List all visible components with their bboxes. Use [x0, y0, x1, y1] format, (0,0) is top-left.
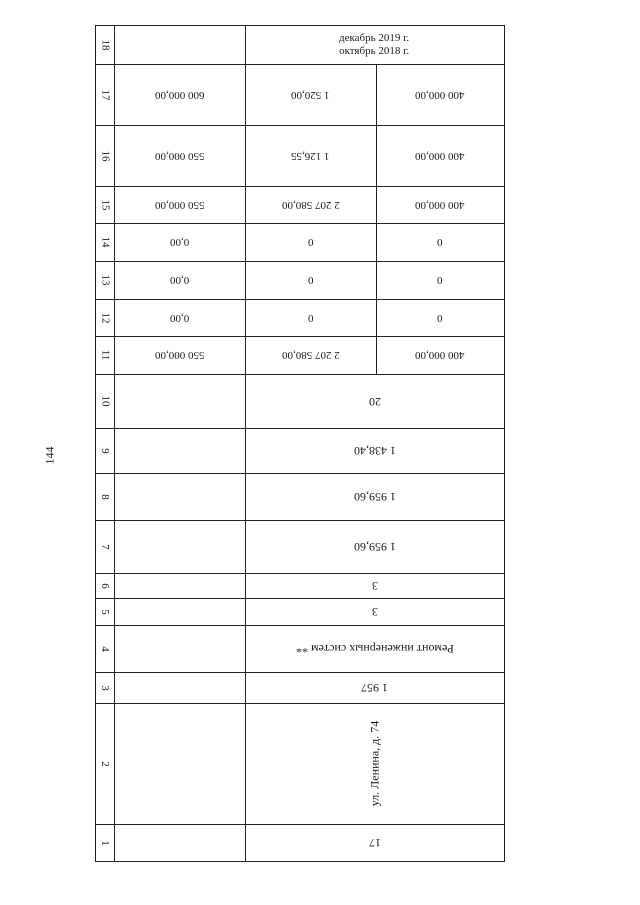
value-cell: 0,00 — [169, 311, 190, 324]
value-cell: 2 207 580,00 — [281, 198, 340, 211]
value-cell: 400 000,00 — [415, 149, 465, 162]
value-cell: 1 959,60 — [353, 490, 396, 504]
value-cell: 550 000,00 — [154, 198, 205, 211]
value-cell: 0 — [437, 236, 443, 248]
column-number: 12 — [99, 312, 111, 323]
page-number: 144 — [42, 446, 57, 464]
value-cell: 2 207 580,00 — [281, 349, 340, 361]
value-cell: 0 — [437, 311, 443, 324]
value-cell: 1 126,55 — [291, 149, 330, 162]
value-cell: 550 000,00 — [154, 349, 205, 361]
value-cell: 400 000,00 — [415, 198, 465, 211]
data-table — [95, 25, 505, 862]
column-number: 7 — [99, 543, 111, 550]
value-cell: 400 000,00 — [415, 349, 465, 361]
column-number: 16 — [99, 150, 111, 161]
value-cell: 550 000,00 — [154, 149, 205, 162]
period-cell: октябрь 2018 г. декабрь 2019 г. — [339, 32, 410, 57]
value-cell: 20 — [368, 394, 381, 409]
column-number: 8 — [99, 493, 111, 500]
value-cell: 0 — [307, 274, 314, 286]
value-cell: 600 000,00 — [154, 88, 205, 101]
column-number: 9 — [99, 447, 111, 454]
column-number: 14 — [99, 236, 111, 248]
value-cell: 1 520,00 — [291, 88, 330, 101]
column-number: 5 — [99, 608, 111, 615]
value-cell: 1 438,40 — [353, 444, 396, 458]
value-cell: 1 959,60 — [353, 540, 396, 554]
column-number: 13 — [99, 274, 111, 286]
value-cell: 0 — [437, 274, 443, 286]
column-number: 2 — [99, 760, 111, 767]
work-type-cell: Ремонт инженерных систем ** — [295, 642, 454, 656]
value-cell: 3 — [371, 579, 378, 593]
value-cell: 0,00 — [169, 274, 190, 286]
column-number: 11 — [99, 349, 111, 361]
value-cell: 17 — [368, 836, 381, 850]
column-number: 6 — [99, 582, 111, 589]
value-cell: 0,00 — [169, 236, 190, 248]
column-number: 17 — [99, 89, 111, 100]
column-number: 3 — [99, 684, 111, 691]
value-cell: 3 — [371, 605, 378, 619]
column-number: 18 — [99, 39, 111, 51]
column-number: 10 — [99, 395, 111, 407]
value-cell: 0 — [307, 311, 314, 324]
value-cell: 400 000,00 — [415, 88, 465, 101]
column-number: 1 — [99, 839, 111, 846]
column-number: 15 — [99, 199, 111, 210]
address-cell: ул. Ленина, д. 74 — [366, 720, 381, 807]
value-cell: 1 957 — [361, 681, 388, 695]
column-number: 4 — [99, 645, 111, 652]
value-cell: 0 — [307, 236, 314, 248]
